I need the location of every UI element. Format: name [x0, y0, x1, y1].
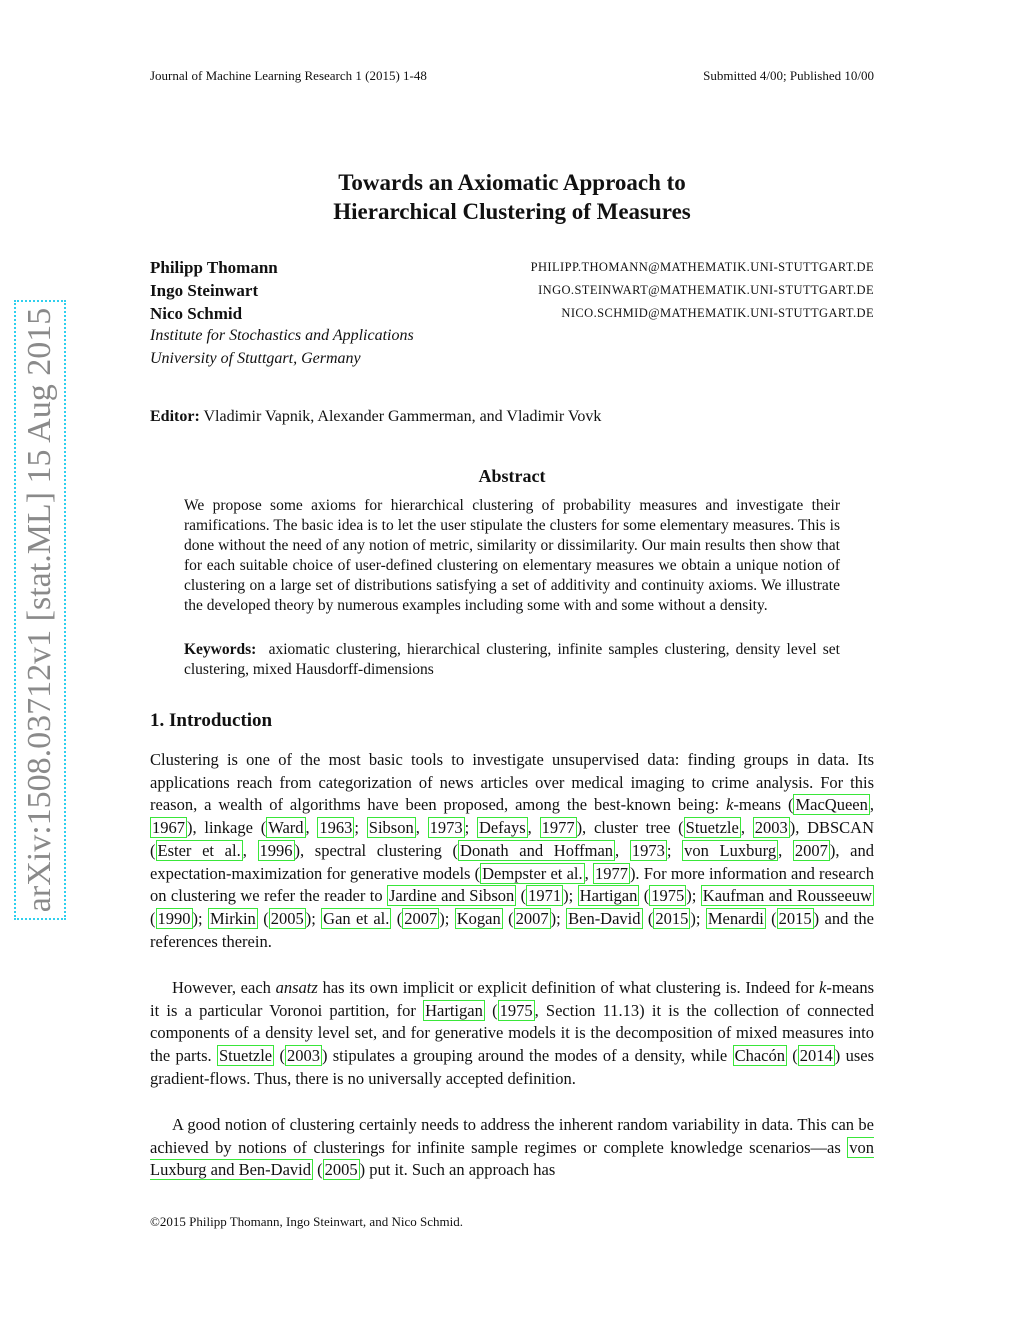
editor-names: Vladimir Vapnik, Alexander Gammerman, and Vladimir Vovk [203, 408, 602, 425]
citation-link[interactable]: Ben-David [568, 908, 641, 928]
author-name: Ingo Steinwart [150, 281, 259, 300]
body-text: ). For more information and research on clustering we refer the reader to [150, 863, 875, 906]
citation-link[interactable]: 2015 [778, 908, 812, 928]
citation-link[interactable]: Jardine and Sibson [389, 886, 515, 906]
body-text: ) uses gradient-flows. Thus, there is no universally accepted definition. [150, 1046, 874, 1088]
citation-link[interactable]: 1967 [152, 818, 185, 838]
body-text: ; [354, 818, 367, 838]
body-text: ( [502, 908, 514, 928]
citation-link[interactable]: 1963 [319, 818, 353, 838]
body-text: ); [686, 886, 701, 906]
body-text: , [869, 795, 874, 815]
keywords-label: Keywords: [184, 641, 257, 658]
author-row [150, 258, 874, 281]
keywords-text: axiomatic clustering, hierarchical clustering, infinite samples clustering, density level set clustering, mixed Hausdorff-dimensions [184, 641, 840, 678]
body-text: ( [274, 1046, 285, 1066]
citation-link[interactable]: Gan et al. [323, 908, 390, 928]
title-line-2: Hierarchical Clustering of Measures [333, 199, 691, 224]
body-text: , [615, 840, 630, 860]
citation-link[interactable]: 2005 [324, 1160, 358, 1180]
citation-link[interactable]: Ester et al. [157, 840, 241, 860]
author-email[interactable]: INGO.STEINWART@MATHEMATIK.UNI-STUTTGART.DE [538, 283, 874, 297]
body-text: However, each [172, 978, 276, 997]
body-text: ( [391, 908, 403, 928]
citation-link[interactable]: Sibson [368, 818, 414, 838]
citation-link[interactable]: Kaufman and Rousseeuw [702, 886, 872, 906]
paper-title [150, 168, 874, 226]
intro-paragraph-3 [150, 1114, 874, 1182]
citation-link[interactable]: 2007 [515, 908, 549, 928]
citation-link[interactable]: 2003 [754, 818, 788, 838]
intro-paragraph-2 [150, 977, 874, 1091]
intro-paragraph-1 [150, 749, 874, 953]
citation-link[interactable]: Kogan [456, 908, 501, 928]
body-text: ; [464, 818, 477, 838]
body-text: , [584, 863, 593, 883]
citation-link[interactable]: 2015 [655, 908, 689, 928]
citation-link[interactable]: von Luxburg and Ben-David [150, 1137, 874, 1180]
affiliation-university: University of Stuttgart, Germany [150, 350, 361, 367]
author-row [150, 304, 874, 327]
citation-link[interactable]: Menardi [707, 908, 764, 928]
math-symbol: k [819, 978, 827, 997]
citation-link[interactable]: MacQueen [795, 795, 868, 815]
body-text: has its own implicit or explicit definition of what clustering is. Indeed for [317, 978, 820, 997]
body-text: ) and the references therein. [150, 908, 874, 951]
editor-line [150, 408, 601, 426]
body-text: , [740, 818, 753, 838]
body-text: ; [666, 840, 683, 860]
section-heading: 1. Introduction [150, 710, 273, 731]
body-text: ); [305, 908, 322, 928]
copyright-footer: ©2015 Philipp Thomann, Ingo Steinwart, and Nico Schmid. [150, 1214, 463, 1229]
body-text: , Section 11.13) it is the collection of connected components of a density level set, and for generative models it is the decomposition of mixed measures into the parts. [150, 1000, 874, 1066]
body-text: Clustering is one of the most basic tools to investigate unsupervised data: finding groups in data. Its applications reach from categorization of news articles over medical imaging to crime analysis. For this reason, a wealth of algorithms have been proposed, among the best-known being: [150, 750, 874, 815]
body-text: ) put it. Such an approach has [359, 1160, 556, 1180]
body-text: ); [563, 886, 578, 906]
author-row [150, 281, 874, 304]
citation-link[interactable]: Chacón [734, 1046, 785, 1066]
citation-link[interactable]: 2007 [404, 908, 438, 928]
body-text: ), and expectation-maximization for generative models ( [150, 840, 875, 883]
body-text: ), cluster tree ( [576, 818, 684, 838]
body-text: ) stipulates a grouping around the modes of a density, while [321, 1046, 733, 1066]
body-text: ( [642, 908, 654, 928]
citation-link[interactable]: 1977 [594, 863, 628, 883]
citation-link[interactable]: 1990 [157, 908, 191, 928]
body-text: A good notion of clustering certainly needs to address the inherent random variability in data. This can be achieved by notions of clusterings for infinite sample regimes or complete knowledge scenarios—as [150, 1115, 874, 1157]
submission-dates: Submitted 4/00; Published 10/00 [703, 68, 874, 83]
citation-link[interactable]: Hartigan [425, 1000, 483, 1020]
author-email[interactable]: NICO.SCHMID@MATHEMATIK.UNI-STUTTGART.DE [561, 306, 874, 320]
body-text: -means it is a particular Voronoi partition, for [150, 978, 874, 1020]
body-text: ( [516, 886, 527, 906]
body-text: ( [313, 1160, 323, 1180]
body-text: ); [690, 908, 706, 928]
body-text: , [527, 818, 540, 838]
body-text: ); [550, 908, 567, 928]
body-text: ), DBSCAN ( [150, 818, 875, 860]
body-text: ( [484, 1000, 498, 1020]
keywords [184, 640, 840, 680]
citation-link[interactable]: Dempster et al. [482, 863, 583, 883]
author-name: Philipp Thomann [150, 258, 278, 277]
body-text: -means ( [733, 795, 794, 815]
citation-link[interactable]: Defays [478, 818, 526, 838]
citation-link[interactable]: Hartigan [579, 886, 638, 906]
citation-link[interactable]: Stuetzle [218, 1046, 273, 1066]
title-line-1: Towards an Axiomatic Approach to [338, 170, 686, 195]
body-text: ); [439, 908, 455, 928]
arxiv-identifier: arXiv:1508.03712v1 [stat.ML] 15 Aug 2015 [21, 307, 58, 913]
author-email[interactable]: PHILIPP.THOMANN@MATHEMATIK.UNI-STUTTGART.DE [530, 260, 874, 274]
emphasis-text: ansatz [275, 978, 318, 997]
citation-link[interactable]: 1996 [259, 840, 293, 860]
arxiv-stamp[interactable] [14, 300, 66, 920]
citation-link[interactable]: 2014 [799, 1046, 833, 1066]
body-text: ( [639, 886, 650, 906]
abstract-text: We propose some axioms for hierarchical clustering of probability measures and investigate their ramifications. The basic idea is to let the user stipulate the clusters for some elementary measures. This is done without the need of any notion of metric, similarity or dissimilarity. Our main results then show that for each suitable choice of user-defined clustering on elementary measures we obtain a unique notion of clustering on a large set of distributions satisfying a set of additivity and continuity axioms. We illustrate the developed theory by numerous examples including some with and some without a density. [184, 497, 840, 614]
citation-link[interactable]: 1973 [429, 818, 463, 838]
body-text: ); [192, 908, 208, 928]
body-text: ), linkage ( [187, 818, 267, 838]
citation-link[interactable]: 2003 [286, 1046, 320, 1066]
citation-link[interactable]: 1975 [499, 1000, 533, 1020]
journal-header: Journal of Machine Learning Research 1 (2015) 1-48 [150, 68, 427, 83]
citation-link[interactable]: Ward [268, 818, 304, 838]
abstract-heading: Abstract [478, 466, 546, 486]
citation-link[interactable]: 1973 [631, 840, 665, 860]
math-symbol: k [726, 795, 734, 815]
citation-link[interactable]: 1977 [541, 818, 575, 838]
editor-label: Editor: [150, 408, 200, 425]
body-text: , [415, 818, 428, 838]
body-text: , [242, 840, 258, 860]
citation-link[interactable]: 1971 [528, 886, 562, 906]
citation-link[interactable]: Stuetzle [685, 818, 739, 838]
body-text: ), spectral clustering ( [294, 840, 459, 860]
body-text: ( [257, 908, 269, 928]
body-text: ( [765, 908, 777, 928]
body-text: , [778, 840, 793, 860]
citation-link[interactable]: 1975 [651, 886, 685, 906]
body-text: ( [150, 908, 156, 928]
citation-link[interactable]: von Luxburg [684, 840, 777, 860]
citation-link[interactable]: 2005 [270, 908, 304, 928]
citation-link[interactable]: Donath and Hoffman [460, 840, 614, 860]
body-text: ( [786, 1046, 798, 1066]
body-text: , [305, 818, 318, 838]
affiliation-institute: Institute for Stochastics and Applications [150, 327, 414, 344]
citation-link[interactable]: 2007 [794, 840, 828, 860]
citation-link[interactable]: Mirkin [209, 908, 256, 928]
author-name: Nico Schmid [150, 304, 243, 323]
